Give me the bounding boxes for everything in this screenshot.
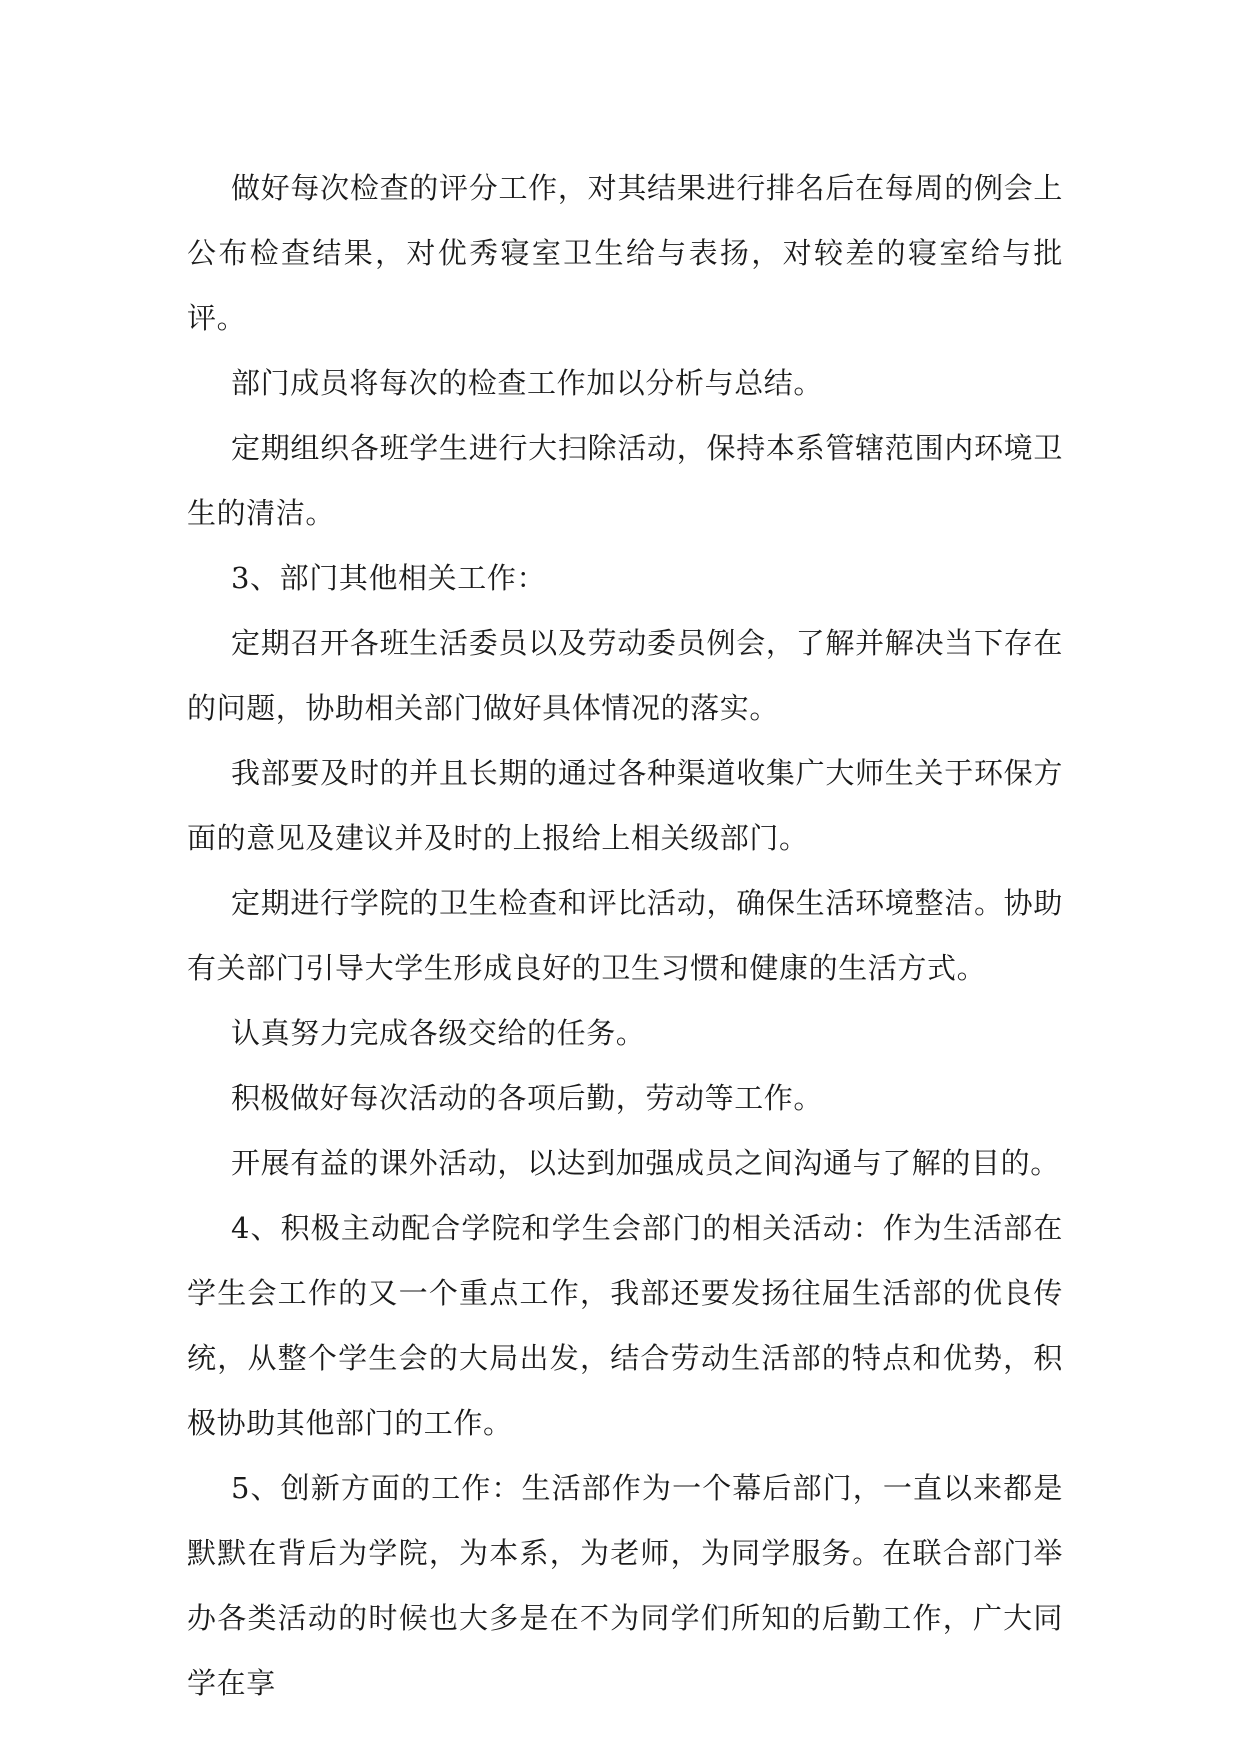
paragraph-inspection-scoring: 做好每次检查的评分工作，对其结果进行排名后在每周的例会上公布检查结果，对优秀寝室卫生给与表扬，对较差的寝室给与批评。 — [187, 171, 1063, 335]
section-heading-3: 3、部门其他相关工作： — [231, 561, 547, 595]
section-paragraph-4: 4、积极主动配合学院和学生会部门的相关活动：作为生活部在学生会工作的又一个重点工作，我部还要发扬往届生活部的优良传统，从整个学生会的大局出发，结合劳动生活部的特点和优势，积极协助其他部门的工作。 — [187, 1211, 1063, 1440]
paragraph-extracurricular: 开展有益的课外活动，以达到加强成员之间沟通与了解的目的。 — [231, 1146, 1060, 1180]
section-paragraph-5: 5、创新方面的工作：生活部作为一个幕后部门，一直以来都是默默在背后为学院，为本系，为老师，为同学服务。在联合部门举办各类活动的时候也大多是在不为同学们所知的后勤工作，广大同学在享 — [187, 1471, 1063, 1700]
paragraph-logistics: 积极做好每次活动的各项后勤，劳动等工作。 — [231, 1081, 824, 1115]
document-body — [187, 156, 1063, 1716]
paragraph-hygiene-inspection: 定期进行学院的卫生检查和评比活动，确保生活环境整洁。协助有关部门引导大学生形成良好的卫生习惯和健康的生活方式。 — [187, 886, 1063, 985]
paragraph-feedback-collection: 我部要及时的并且长期的通过各种渠道收集广大师生关于环保方面的意见及建议并及时的上报给上相关级部门。 — [187, 756, 1063, 855]
paragraph-committee-meeting: 定期召开各班生活委员以及劳动委员例会，了解并解决当下存在的问题，协助相关部门做好具体情况的落实。 — [187, 626, 1063, 725]
paragraph-tasks: 认真努力完成各级交给的任务。 — [231, 1016, 646, 1050]
paragraph-cleaning-activity: 定期组织各班学生进行大扫除活动，保持本系管辖范围内环境卫生的清洁。 — [187, 431, 1063, 530]
paragraph-inspection-summary: 部门成员将每次的检查工作加以分析与总结。 — [231, 366, 824, 400]
